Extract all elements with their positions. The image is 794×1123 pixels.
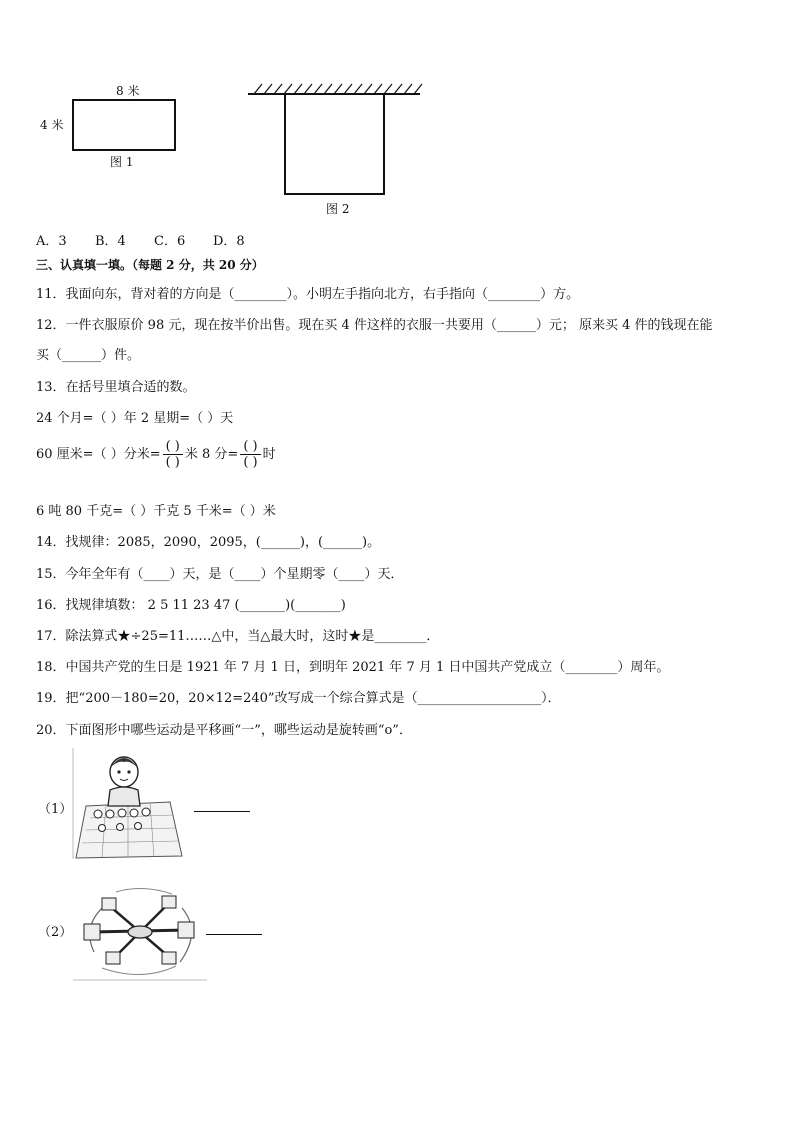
sub-question-2-label: （2） bbox=[38, 925, 73, 940]
fig1-side-label: 4 米 bbox=[40, 118, 64, 132]
choice-b: B．4 bbox=[95, 234, 126, 249]
question-12-line-1: 12．一件衣服原价 98 元，现在按半价出售。现在买 4 件这样的衣服一共要用（______）元； 原来买 4 件的钱现在能 bbox=[36, 318, 713, 333]
q13-fraction-2 bbox=[240, 439, 260, 470]
q13-fraction-2-denominator: ( ) bbox=[243, 455, 258, 470]
choice-c: C．6 bbox=[154, 234, 186, 249]
question-16: 16．找规律填数： 2 5 11 23 47 (_______)(_______) bbox=[36, 598, 346, 613]
q13-row2-part1: 60 厘米=（ ）分米= bbox=[36, 447, 161, 462]
sub-question-1-answer-blank bbox=[194, 797, 250, 812]
rotating-toy-image bbox=[72, 882, 208, 982]
choice-a: A．3 bbox=[36, 234, 67, 249]
q11-blank-1: ________ bbox=[234, 287, 287, 302]
question-17: 17．除法算式★÷25=11……△中，当△最大时，这时★是________． bbox=[36, 629, 440, 644]
chess-boy-image bbox=[72, 748, 184, 860]
fig2-caption: 图 2 bbox=[326, 202, 350, 216]
fig2-wall-diagram bbox=[244, 82, 424, 198]
question-19: 19．把“200－180=20，20×12=240”改写成一个综合算式是（___________________）． bbox=[36, 691, 561, 706]
sub-question-1-label: （1） bbox=[38, 802, 73, 817]
question-11 bbox=[36, 283, 579, 302]
question-13-row-3: 6 吨 80 千克=（ ）千克 5 千米=（ ）米 bbox=[36, 504, 276, 519]
question-14: 14．找规律：2085，2090，2095，(______)，(______)。 bbox=[36, 535, 381, 550]
question-18: 18．中国共产党的生日是 1921 年 7 月 1 日，到明年 2021 年 7 月 1 日中国共产党成立（________）周年。 bbox=[36, 660, 670, 675]
fig1-caption: 图 1 bbox=[110, 155, 134, 169]
q11-text-1: 11．我面向东，背对着的方向是（ bbox=[36, 287, 235, 302]
question-13-title: 13．在括号里填合适的数。 bbox=[36, 380, 196, 395]
q11-text-2: ）。小明左手指向北方，右手指向（ bbox=[286, 287, 489, 302]
q13-fraction-1-numerator: ( ) bbox=[163, 439, 183, 455]
choice-d: D．8 bbox=[213, 234, 245, 249]
fig1-rectangle bbox=[72, 99, 176, 151]
question-13-row-1: 24 个月=（ ）年 2 星期=（ ）天 bbox=[36, 411, 234, 426]
question-12-line-2: 买（______）件。 bbox=[36, 348, 141, 363]
question-15: 15．今年全年有（____）天，是（____）个星期零（____）天． bbox=[36, 567, 404, 582]
q13-fraction-1-denominator: ( ) bbox=[165, 455, 180, 470]
section-3-heading: 三、认真填一填。（每题 2 分，共 20 分） bbox=[36, 258, 264, 272]
q13-row2-part3: 时 bbox=[262, 447, 276, 462]
question-20: 20．下面图形中哪些运动是平移画“一”，哪些运动是旋转画“o”． bbox=[36, 723, 412, 738]
question-13-row-2 bbox=[36, 439, 276, 470]
q11-text-3: ）方。 bbox=[540, 287, 580, 302]
q13-fraction-2-numerator: ( ) bbox=[240, 439, 260, 455]
sub-question-2-answer-blank bbox=[206, 920, 262, 935]
q11-blank-2: ________ bbox=[488, 287, 541, 302]
fig1-top-label: 8 米 bbox=[116, 84, 140, 98]
q13-fraction-1 bbox=[163, 439, 183, 470]
q13-row2-part2: 米 8 分= bbox=[184, 447, 239, 462]
